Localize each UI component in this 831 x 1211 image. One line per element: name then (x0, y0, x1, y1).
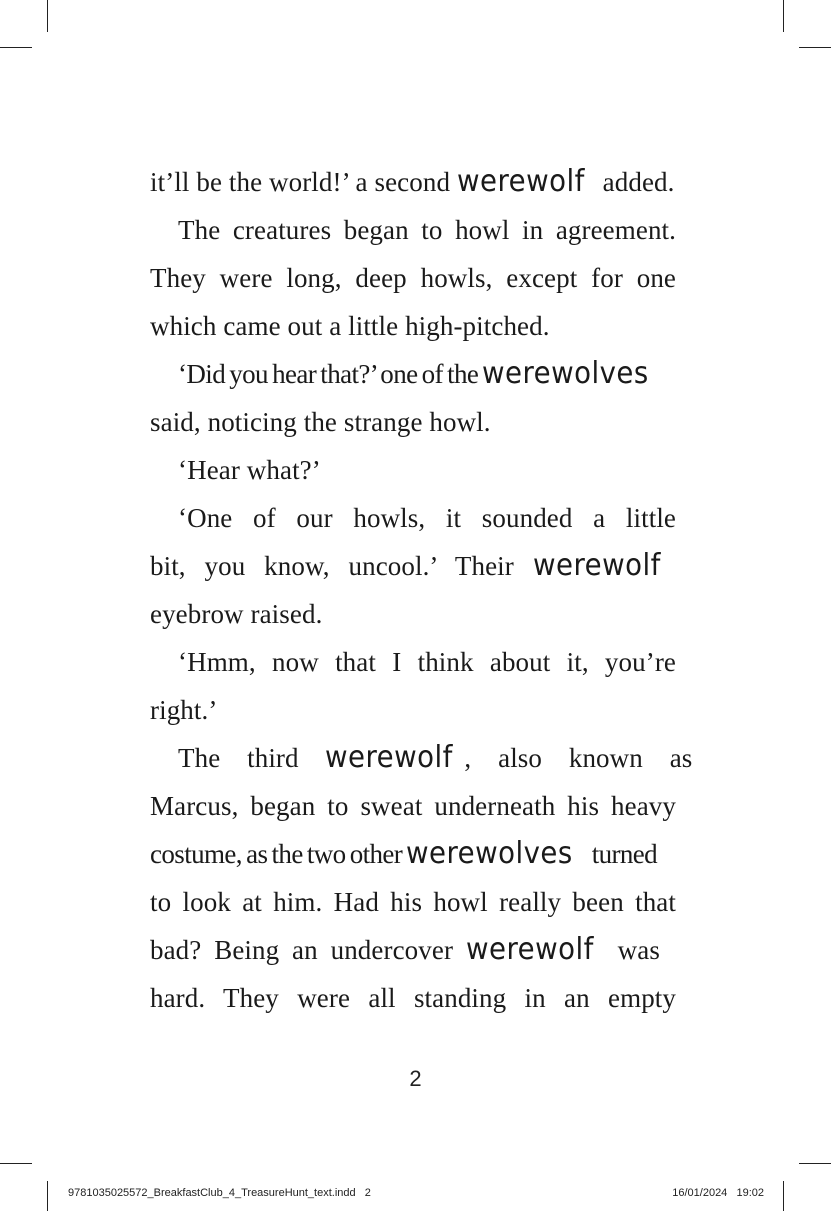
werewolf-word: werewolf (532, 548, 661, 583)
text-line-17 (150, 926, 676, 974)
crop-mark-bottom-left-horizontal (0, 1163, 32, 1164)
text-run: ‘One of our howls, it sounded a little (178, 503, 676, 533)
text-line-16 (150, 878, 676, 926)
text-run: was (604, 935, 660, 965)
werewolves-word: werewolves (482, 356, 650, 391)
crop-mark-top-left-vertical (47, 0, 48, 32)
werewolf-word: werewolf (456, 164, 585, 199)
text-run: hard. They were all standing in an empty (150, 983, 676, 1013)
text-line-8 (150, 494, 676, 542)
text-run: ‘Did you hear that?’ one of the (178, 359, 483, 389)
text-line-9 (150, 542, 676, 590)
crop-mark-bottom-right-vertical (783, 1181, 784, 1211)
text-line-7 (150, 446, 676, 494)
text-line-4 (150, 302, 676, 350)
crop-mark-bottom-left-vertical (47, 1181, 48, 1211)
text-run: to look at him. Had his howl really been that (150, 887, 676, 917)
crop-mark-top-right-vertical (783, 0, 784, 32)
text-line-10 (150, 590, 676, 638)
text-line-18 (150, 974, 676, 1022)
text-run: eyebrow raised. (150, 599, 323, 629)
text-run: Marcus, began to sweat underneath his heavy (150, 791, 676, 821)
text-line-5 (150, 350, 676, 398)
text-run: it’ll be the world!’ a second (150, 167, 457, 197)
text-run: which came out a little high-pitched. (150, 311, 550, 341)
text-run: added. (595, 167, 675, 197)
text-run: , also known as (464, 743, 693, 773)
text-run: The creatures began to howl in agreement. (178, 215, 676, 245)
text-run: bit, you know, uncool.’ Their (150, 551, 533, 581)
text-line-6 (150, 398, 676, 446)
body-text (150, 158, 693, 1022)
werewolves-word: werewolves (406, 836, 574, 871)
crop-mark-bottom-right-horizontal (799, 1163, 831, 1164)
text-line-15 (150, 830, 676, 878)
werewolf-word: werewolf (325, 740, 454, 775)
crop-mark-top-right-horizontal (799, 47, 831, 48)
text-run: They were long, deep howls, except for one (150, 263, 676, 293)
text-line-2 (150, 206, 676, 254)
text-run: right.’ (150, 695, 218, 725)
text-line-13 (150, 734, 693, 782)
slug-datetime: 16/01/2024 19:02 (672, 1187, 764, 1199)
werewolf-word: werewolf (465, 932, 594, 967)
text-run: ‘Hmm, now that I think about it, you’re (178, 647, 676, 677)
text-line-1 (150, 158, 676, 206)
text-line-3 (150, 254, 676, 302)
page-number: 2 (409, 1066, 422, 1091)
text-run: The third (178, 743, 326, 773)
text-run: said, noticing the strange howl. (150, 407, 491, 437)
text-run: bad? Being an undercover (150, 935, 466, 965)
text-run: costume, as the two other (150, 839, 407, 869)
text-line-14 (150, 782, 676, 830)
text-line-11 (150, 638, 676, 686)
text-run: ‘Hear what?’ (178, 455, 321, 485)
slug-filename: 9781035025572_BreakfastClub_4_TreasureHunt_text.indd 2 (68, 1187, 371, 1199)
crop-mark-top-left-horizontal (0, 47, 32, 48)
text-line-12 (150, 686, 676, 734)
text-run: turned (587, 839, 658, 869)
